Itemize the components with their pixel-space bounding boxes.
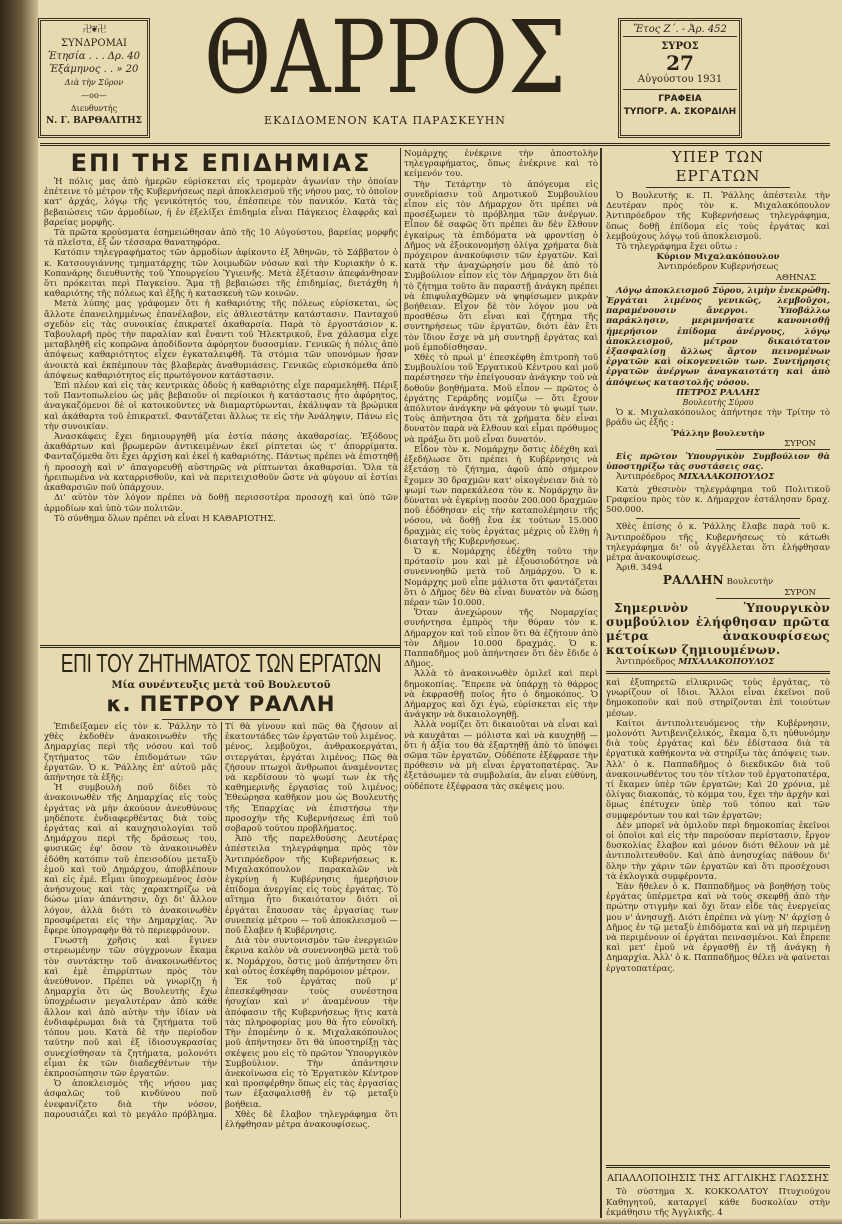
paragraph: Χθὲς ἐπίσης ὁ κ. Ῥάλλης ἔλαβε παρὰ τοῦ κ. Ἀντιπροέδρου τῆς Κυβερνήσεως τὸ κάτωθι τηλεγράφημα δι' οὗ ἀγγέλλεται ὅτι ἐλήφθησαν μέτρα ἀνακουφίσεως. [606, 522, 830, 563]
paragraph: Κατόπιν τηλεγραφήματος τῶν ἁρμοδίων ἀφίκοντο ἐξ Ἀθηνῶν, τὸ Σάββατον ὁ κ. Κατσουγιάννης τμηματάρχης τῶν λοιμωδῶν νόσων καὶ τὴν Κυριακὴν ὁ κ. Κοπανάρης διευθυντὴς τοῦ Ὑπουργείου Ὑγιεινῆς. Μετὰ ἐξέτασιν ἀπεφάνθησαν ὅτι πρόκειται περὶ Παγκείου. Ἅμα τῇ βεβαιώσει τῆς ἐπιδημίας, διετάχθη ἡ καθαριότης τῆς πόλεως καὶ ἐξῆς ἡ κατασκευὴ τῶν κοινῶν. [44, 248, 398, 300]
paragraph: Ἐπὶ πλέον καὶ εἰς τὰς κεντρικὰς ὁδοὺς ἡ καθαριότης εἶχε παραμεληθῆ. Πέριξ τοῦ Παντοπωλείου ὡς μᾶς βεβαιοῦν οἱ περίοικοι ἡ κατάστασις ἦτο ἀφόρητος, ἀναγκαζόμενοι δὲ οἱ κατοικοῦντες νὰ διαμαρτύρωνται, ἐκάλυψαν τὰ βρώμικα καὶ ἀκάθαρτα τοῦ ἐπικρατεῖ. Φαντάζεται ἄλλως τε εἰς τὴν Ἀνάληψιν, Πάνω εἰς τὴν συνοικίαν. [44, 381, 398, 432]
interviewee-name: κ. ΠΕΤΡΟΥ ΡΑΛΛΗ [106, 692, 336, 716]
workers-support-article [606, 148, 830, 667]
telegram-city: ΑΘΗΝΑΣ [716, 273, 830, 284]
paragraph: Καίτοι ἀντιπολιτευόμενος τὴν Κυβέρνησιν, μολονότι Ἀντιβενιζελικός, ἔκαμα ὅ,τι ηὐθυνόμην διὰ τοὺς ἐργάτας καὶ δὲν ἐδίστασα διὰ τὰ ἐργατικὰ καθήκοντα νὰ στηρίξω τὰς ἀπόψεις των. Ἀλλ' ὁ κ. Παππαδῆμος ὁ διεκδικῶν διὰ τοῦ ἀνακοινωθέντος του τὸν τίτλον τοῦ ἐργατοπατέρα, τί ἔκαμεν ὑπὲρ τῶν ἐργατῶν; Καὶ 20 χρόνια, μὲ ὀλίγας διακοπάς, τὸ κόμμα του, ἔχει τὴν ἀρχὴν καὶ ὅμως ἐπέτυχεν ὑπὲρ τοῦ τόπου καὶ τῶν συμφερόντων του καὶ τῶν ἐργατῶν; [606, 718, 830, 821]
epidemic-article [44, 149, 398, 524]
scan-edge [0, 1219, 842, 1224]
paragraph: Τὰ πρῶτα κρούσματα ἐσημειώθησαν ἀπὸ τῆς 10 Αὐγούστου, βαρείας μορφῆς τὰ πλεῖστα, ἐξ ὧν τέσσαρα θανατηφόρα. [44, 228, 398, 249]
meander-ornament: 卍❦卍 [82, 25, 106, 35]
subscription-note: Διὰ τὴν Σῦρον [64, 78, 124, 87]
paragraph: Δι' αὐτὸν τὸν λόγον πρέπει νὰ δοθῇ περισσοτέρα προσοχὴ καὶ ὑπὸ τῶν ἁρμοδίων καὶ ὑπὸ τῶν πολιτῶν. [44, 493, 398, 514]
reply-text: Εἰς πρῶτον Ὑπουργικὸν Συμβούλιον θὰ ὑποστηρίξω τὰς συστάσεις σας. [606, 452, 830, 473]
paragraph: Ἀλλὰ τὸ ἀνακοινωθὲν ὁμιλεῖ καὶ περὶ δημοκοπίας. Ἔπρεπε νὰ ὑπάρχῃ τὸ θάρρος νὰ ἐκφρασθῇ ποῖος ἦτο ὁ δημοκόπος. Ὁ Δήμαρχος καὶ ὄχι ἐγώ, εὑρίσκεται εἰς τὴν ἀνάγκην νὰ δικαιολογηθῇ. [404, 669, 598, 721]
paragraph: Ἐὰν ἤθελεν ὁ κ. Παππαδῆμος νὰ βοηθήσῃ τοὺς ἐργάτας ὑπέρμετρα καὶ νὰ τοὺς σκεφθῇ ἀπὸ τὴν πρώτην στιγμὴν καὶ ὄχι ὅταν εἶδε τὰς ἐνεργείας μου ν' ἀνησυχῇ. Διότι ἐπρέπει νὰ γίνῃ· Ν' ἀρχίσῃ ὁ Δῆμος ἐν τῷ μεταξὺ ἐπιδόματα καὶ νὰ μὴ περιμένῃ νὰ περιμένουν οἱ ἐργάται πεινασμένοι. Καὶ ἔπρεπε καὶ μετ' ἐμοῦ νὰ ἐργασθῇ ἐν τῇ ἀνάγκῃ ἡ Δημαρχία. Ἀλλ' ὁ κ. Παππαδῆμος θέλει νὰ φαίνεται ἐργατοπατέρας. [606, 881, 830, 974]
paragraph: Δὲν μπορεῖ νὰ ὁμιλοῦν περὶ δημοκοπίας ἐκεῖνοι οἱ ὁποῖοι καὶ εἰς τὴν παρούσαν περίστασιν, ἔργον δυσκολίας ἔλαβον καὶ μόνον διότι θέλουν νὰ μὲ ἀντιπολιτευθοῦν. Καὶ ἀπὸ ἀνησυχίας πάθουν δι' ὅλην τὴν χάριν τῶν ἐργατῶν καὶ ὅτι προσέχουσι τὰ ἐκλογικὰ συμφέροντα. [606, 820, 830, 882]
column-rule [400, 148, 401, 1218]
paragraph: Ἀπὸ τῆς παρελθούσης Δευτέρας ἀπέστειλα τηλεγράφημα πρὸς τὸν Ἀντιπρόεδρον τῆς Κυβερνήσεως κ. Μιχαλακόπουλον παρακαλῶν νὰ ἐγκρίνῃ ἡ Κυβέρνησις ἡμερήσιον ἐπίδομα ἀνεργίας εἰς τοὺς ἐργάτας. Τὸ αἴτημα ἦτο δικαιότατον διότι οἱ ἐργάται ἔπαυσαν τὰς ἐργασίας των συνεπείᾳ μέτρου — τοῦ ἀποκλεισμοῦ — ποῦ ἔλαβεν ἡ Κυβέρνησις. [225, 834, 398, 937]
paragraph: Ὅταν ἀνεχώρουν τῆς Νομαρχίας συνήντησα ἐμπρὸς τὴν θύραν τὸν κ. Δήμαρχον καὶ τοῦ εἶπον ὅτι θὰ ἐζήτουν ἀπὸ τὸν Δῆμον 10.000 δραχμάς. Ὁ κ. Παππαδῆμος μοῦ ἀπήντησεν ὅτι δὲν ἔδιδε ὁ Δῆμος. [404, 608, 598, 670]
workers-issue-subheading: Μία συνέντευξις μετὰ τοῦ Βουλευτοῦ [111, 680, 331, 691]
paragraph: Ὁ κ. Νομάρχης ἐδέχθη τοῦτο τὴν πρότασίν μου καὶ μὲ ἐξουσιοδότησε νὰ συνεννοηθῶ μετὰ τοῦ Δημάρχου. Ὁ κ. Νομάρχης μοῦ εἶπε μάλιστα ὅτι φαντάζεται ὅτι ὁ Δῆμος δὲν θὰ εἶναι δυνατὸν νὰ δώσῃ πέραν τῶν 10.000. [404, 546, 598, 608]
column-rule [600, 148, 602, 1218]
paragraph: Χθὲς δὲ ἔλαβον τηλεγράφημα ὅτι ἐλήφθησαν μέτρα ἀνακουφίσεως. [225, 1109, 398, 1130]
telegram-addressee-title: Ἀντιπρόεδρον Κυβερνήσεως [657, 262, 779, 273]
second-telegram-text: Σημερινὸν Ὑπουργικὸν συμβούλιον ἐλήφθησαν πρῶτα μέτρα ἀνακουφίσεως κατοίκων ζημιουμένων. [606, 600, 830, 657]
masthead-title: ΘΑΡΡΟΣ [203, 0, 567, 116]
divider [636, 518, 800, 519]
ad-number: 4 [717, 1207, 723, 1218]
paragraph: Ὁ κ. Μιχαλακόπουλος ἀπήντησε τὴν Τρίτην τὸ βράδυ ὡς ἑξῆς : [606, 408, 830, 429]
telegram-signer: ΠΕΤΡΟΣ ΡΑΛΛΗΣ [676, 387, 760, 398]
semiannual-price: Ἑξάμηνος . . » 20 [49, 64, 139, 75]
workers-support-headline: ΥΠΕΡ ΤΩΝ ΕΡΓΑΤΩΝ [646, 148, 790, 188]
section-rule [606, 1165, 830, 1168]
paragraph: Κατὰ χθεσινὸν τηλεγράφημα τοῦ Πολιτικοῦ Γραφείου πρὸς τὸν κ. Δήμαρχον ἐστάλησαν δραχ. 500.000. [606, 484, 830, 516]
divider [162, 719, 280, 720]
paragraph: καὶ ἐξυπηρετῶ εἰλικρινῶς τοὺς ἐργάτας, τὸ γνωρίζουν οἱ ἴδιοι. Ἄλλοι εἶναι ἐκεῖνοι ποῦ δημοκοποῦν καὶ ποῦ στηρίζονται ἐπὶ τοιούτων μέσων. [606, 677, 830, 719]
reply-city: ΣΥΡΟΝ [716, 439, 830, 450]
paragraph: Μετὰ λύπης μας γράφομεν ὅτι ἡ καθαριότης τῆς πόλεως εὑρίσκεται, ὡς ἄλλοτε ἐπανειλημμένως ἐπανέλαβον, εἰς ἀθλιεστάτην κατάστασιν. Πανταχοῦ σχεδὸν εἰς τὰς συνοικίας ἐπικρατεῖ ἀκαθαρσία. Παρὰ τὸ ἐργοστάσιον κ. Ταβουλαρῆ πρὸς τὴν παραλίαν καὶ ἔναντι τοῦ Ἠλεκτρικοῦ, ἕνα χάλασμα εἶχε μεταβληθῆ εἰς κοπρῶνα ἀποδίδοντα ἀφόρητον δυσοσμίαν. Γενικῶς ἡ πόλις ἀπὸ ἀπόψεως καθαριότητος εἶχεν ἐγκαταλειφθῆ. Τὰ στόμια τῶν υπονόμων ἦσαν ἀνοικτὰ καὶ ἐκπέμπουν τὰς βλαβερὰς ἀναθυμιάσεις. Γενικῶς εὑρισκόμεθα ἀπὸ ἀπόψεως καθαριότητος εἰς πρωτόγονον κατάστασιν. [44, 299, 398, 381]
paragraph: Χθὲς τὸ πρωὶ μ' ἐπεσκέφθη ἐπιτροπὴ τοῦ Συμβουλίου τοῦ Ἐργατικοῦ Κέντρου καὶ μοῦ παρέστησεν τὴν ἐπείγουσαν ἀνάγκην τοῦ νὰ δοθοῦν βοηθήματα. Μοῦ εἶπον — πρῶτος ὁ ἐργάτης Γεράρδης νομίζω — ὅτι ἔχουν ἀπόλυτον ἀνάγκην νὰ φάγουν τὸ ψωμί των. Τοὺς ἀπήντησα ὅτι τὰ χρήματα δὲν εἶναι δυνατὸν παρὰ νὰ ἔλθουν καὶ εἶμαι πρόθυμος νὰ πράξω ὅτι μοῦ εἶναι δυνατόν. [404, 353, 598, 445]
paragraph: Τὸ σύνθημα ὅλων πρέπει νὰ εἶναι Η ΚΑΘΑΡΙΟΤΗΣ. [54, 513, 276, 524]
reply-addressee: Ῥάλλην βουλευτὴν [671, 428, 765, 439]
issue-date: Αὐγούστου 1931 [623, 73, 737, 90]
printer-name: ΤΥΠΟΓΡ. Α. ΣΚΟΡΔΙΛΗ [623, 107, 737, 117]
section-rule [606, 671, 830, 674]
issue-city: ΣΥΡΟΣ [661, 41, 699, 52]
annual-price: Ἐτησία . . . Δρ. 40 [48, 51, 140, 62]
second-city: ΣΥΡΟΝ [716, 588, 830, 599]
paragraph: Ἡ συμβουλὴ ποῦ δίδει τὸ ἀνακοινωθὲν τῆς Δημαρχίας εἰς τοὺς ἐργάτας νὰ μὴν ἀκούουν ἀνευθύνους μηδέποτε ἐνδιαφερθέντας διὰ τοὺς ἐργάτας καὶ αἱ καυχησιολογίαι τοῦ Δημάρχου περὶ τῆς δράσεως του, φυσικῶς ἐφ' ὅσον τὸ ἀνακοινωθὲν ἐδόθη κατόπιν τοῦ ἐπεισοδίου μεταξὺ ἐμοῦ καὶ τοῦ Δημάρχου, ἀποβλέπουν καὶ εἰς ἐμέ. Εἶμαι ὑποχρεωμένος ἐσὸν ἀνήσυχους καὶ τὰς χαρακτηρίζω νὰ δώσω μίαν ἀπάντησιν, ὄχι δι' ἄλλον λόγον, ἀλλὰ διότι τὸ ἀνακοινωθὲν προσφέρεται εἰς τὴν Δημαρχίας. Ἂν ἔφερε ὑπογραφὴν θὰ τὸ περιεφρόνουν. [44, 783, 217, 937]
scan-edge [0, 0, 38, 1224]
middle-column [404, 149, 598, 792]
paragraph: Τὴν Τετάρτην τὸ ἀπόγευμα εἰς συνεδρίασιν τοῦ Δημοτικοῦ Συμβουλίου εἶπον εἰς τὸν Δήμαρχον ὅτι πρέπει νὰ προσέξωμεν τὸ πρόβλημα τῶν ἀνέργων. Εἶπον δὲ σαφῶς ὅτι πρέπει ἂν δὲν ἔλθουν ἐγκαίρως τὰ ἐπιδόματα νὰ φροντίσῃ ὁ Δῆμος νὰ ἐξοικονομήσῃ ὀλίγα χρήματα διὰ πρόχειρον ἀνακούφισιν τῶν ἐργατῶν. Καὶ κατὰ τὴν ἀναχώρησίν μου δὲ ἀπὸ τὸ Συμβούλιον εἶπον εἰς τὸν Δήμαρχον ὅτι διὰ τὸ ζήτημα τοῦτο ἂν παραστῇ ἀνάγκη πρέπει νὰ ἐπιφυλαχθῶμεν νὰ ψηφίσωμεν μικρὰν βοήθειαν. Εἶχον δὲ τὸν λόγον μου νὰ προσθέσω ὅτι εἶναι καὶ ζήτημα τῆς συντηρήσεως τῶν ἐργατῶν, διότι ἐὰν ἔτι τὸν ἴδιον ἔσχε νὰ μὴ συντηρῇ ἐργάτας καὶ μοῦ ἐμποδίσθησαν. [404, 179, 598, 353]
paragraph: Ἀλλὰ νομίζει ὅτι δικαιοῦται νὰ εἶναι καὶ νὰ καυχᾶται — μόλιστα καὶ νὰ καυχηθῇ — ὅτι ἡ ἀξία του θὰ ἐξαρτηθῇ ἀπὸ τὸ ὑπόψει σῶμα τῶν ἐργατῶν. Οὐδέποτε ἐξέφρασε τὴν πρόθεσιν νὰ μὴ εἶναι ἐργατοπατέρας. Ἂν ἐξετάσωμεν τὰ συμβολαία, ἂν εἶναι εὐθύνη, οὐδέποτε ἐξέφρασα τὰς σκέψεις μου. [404, 720, 598, 792]
issue-number: Ἔτος Ζ΄. - Ἀρ. 452 [623, 23, 737, 37]
telegram-text: Λόγῳ ἀποκλεισμοῦ Σύρου, λιμὴν ἐνεκρώθη. Ἐργάται λιμένος γενικῶς, λεμβοῦχοι, παραμένουσιν ἄνεργοι. Ὑποβάλλω παράκλησιν, μεριμνήσατε κανονισθῇ ἡμερήσιον ἐπίδομα ἀνέργους, λόγῳ ἀποκλεισμοῦ, μέτρον δικαιότατον ἐξασφαλίσῃ ἄλλως ἄρτον πεινομένων ἐργατῶν καὶ οἰκογενειῶν των. Συντήρησις ἐργατῶν ἀνέργων ἀναγκαιοτάτη καὶ ἀπὸ ἀπόψεως καταστολῆς νόσου. [606, 285, 830, 388]
director-label: Διευθυντής [70, 104, 118, 113]
ad-headline: ΑΠΑΛΛΟΠΟΙΗΣΙΣ ΤΗΣ ΑΓΓΛΙΚΗΣ ΓΛΩΣΣΗΣ [607, 1173, 829, 1185]
paragraph: μένος, λεμβοῦχοι, ἀνθρακοεργάται, σιτεργάται, ἐργάται λιμένος; Πῶς θὰ ζήσουν πτωχοὶ ἄνθρωποι ἀναμένοντες νὰ κερδίσουν τὸ ψωμί των ἐκ τῆς καθημερινῆς ἐργασίας τοῦ λιμένος; Ἐθεώρησα καθῆκον μου ὡς Βουλευτὴς τῆς Ἐπαρχίας νὰ ἐπιστήσω τὴν προσοχὴν τῆς Κυβερνήσεως ἐπὶ τοῦ σοβαροῦ τούτου προβλήματος. [225, 742, 398, 835]
paragraph: Ὁ Βουλευτὴς κ. Π. Ῥάλλης ἀπέστειλε τὴν Δευτέραν πρὸς τὸν κ. Μιχαλακόπουλον Ἀντιπρόεδρον τῆς Κυβερνήσεως τηλεγράφημα, ὅπως δοθῇ ἐπίδομα εἰς τοὺς ἐργάτας καὶ λεμβούχους λόγῳ τοῦ ἀποκλεισμοῦ. [606, 191, 830, 242]
paragraph: Ὁ ἀποκλεισμὸς τῆς νήσου μας ἀσφαλῶς τοῦ κινδύνου ποῦ ἐνεφανίζετο διὰ τὴν νόσον, παρουσιάζει καὶ τὸ μεγάλο πρόβλημα. Τί θὰ γίνουν καὶ πῶς θὰ ζήσουν αἱ ἑκατοντάδες τῶν ἐργατῶν τοῦ λιμένος. [44, 722, 398, 1120]
second-addressee-title: Βουλευτὴν [726, 577, 774, 588]
ad-text: Τὸ σύστημα Χ. ΚΟΚΚΟΛΑΤΟΥ Πτυχιούχου Καθηγητοῦ, καταργεῖ κάθε δυσκολίαν στὴν ἐκμάθησιν τῆς Ἀγγλικῆς. [606, 1187, 830, 1218]
issue-day: 27 [666, 51, 694, 75]
second-sign-title: Ἀντιπρόεδρος [616, 656, 676, 667]
separator: —oo— [81, 91, 107, 100]
reply-sign-title: Ἀντιπρόεδρος [616, 472, 676, 483]
paragraph: Εἶδον τὸν κ. Νομάρχην ὅστις ἐδέχθη καὶ ἐξεδήλωσε ὅτι πρέπει ἡ Κυβέρνησις νὰ ἐξετάσῃ τὸ ζήτημα, ἀφοῦ ἀπὸ σήμερον ἔχομεν 30 δραχμῶν κατ' οἰκογένειαν διὰ τὸ ψωμί των παρεκάλεσα τὸν κ. Νομάρχην ἂν δύναται νὰ ἐγκρίνῃ ποσὸν 200.000 δραχμῶν ποῦ ἐδόθησαν εἰς τὴν καταπολέμησιν τῆς νόσου, νὰ δοθῇ ἕνα ἐκ τούτων 15.000 δραχμὰς εἰς τοὺς ἐργάτας μέχρις οὗ ἔλθῃ ἡ διαταγὴ τῆς Κυβερνήσεως. [404, 444, 598, 547]
paragraph: Ἐκ τοῦ ἐργάτας ποῦ μ' ἐπεσκέφθησαν τοὺς συνέστησα ἡσυχίαν καὶ ν' ἀναμένουν τὴν ἀπόφασιν τῆς Κυβερνήσεως ἥτις κατὰ τὰς πληροφορίας μου θὰ ἦτο εὐνοϊκή. Τὴν ἑπομένην ὁ κ. Μιχαλακόπουλος μοῦ ἀπήντησεν ὅτι θὰ ὑποστηρίξῃ τὰς σκέψεις μου εἰς τὸ πρῶτον Ὑπουργικὸν Συμβούλιον. Τὴν ἀπάντησιν ἀνεκοίνωσα εἰς τὸ Ἐργατικὸν Κέντρον καὶ προσφέρθην ὅπως εἰς τὰς ἐργασίας των ἐξασφαλισθῇ ἐν τῷ μεταξὺ βοήθεια. [225, 977, 398, 1110]
paragraph: Ἐπιδείξαμεν εἰς τὸν κ. Ῥάλλην τὸ χθὲς ἐκδοθὲν ἀνακοινωθὲν τῆς Δημαρχίας περὶ τῆς νόσου καὶ τοῦ ζητήματος τῶν ἐπιδομάτων τῶν ἐργατῶν. Ὁ κ. Ῥάλλης ἐπ' αὐτοῦ μᾶς ἀπήντησε τὰ ἑξῆς: [44, 722, 217, 784]
issue-box [618, 18, 742, 138]
paragraph: Διὰ τὸν συντονισμὸν τῶν ἐνεργειῶν ἔκρινα καλὸν νὰ συνεννοηθῶ μετὰ τοῦ κ. Νομάρχου, ὅστις μοῦ ἀπήντησεν ὅτι καὶ οὗτος ἐσκέφθη παρόμοιον μέτρον. [225, 936, 398, 977]
epidemic-headline: ΕΠΙ ΤΗΣ ΕΠΙΔΗΜΙΑΣ [70, 149, 372, 177]
director-name: Ν. Γ. ΒΑΡΘΑΛΙΤΗΣ [45, 116, 143, 126]
paragraph: Τὸ τηλεγράφημα ἔχει οὕτω : [616, 242, 738, 253]
workers-issue-columns [44, 722, 398, 1130]
offices-label: ΓΡΑΦΕΙΑ [658, 94, 702, 104]
subscriptions-heading: ΣΥΝΔΡΟΜΑΙ [61, 38, 127, 49]
paragraph: Ἡ πόλις μας ἀπὸ ἡμερῶν εὑρίσκεται εἰς τρομερὰν ἀγωνίαν τὴν ὁποίαν ἐπέτεινε τὸ μέτρον τῆς Κυβερνήσεως περὶ ἀποκλεισμοῦ τῆς νήσου μας, τὸ ὁποῖον κατ' ἀρχάς, λόγῳ τῆς γενικότητός του, ἐπέσπειρε τὸν πανικόν. Κατὰ τὰς βεβαιώσεις τῶν ἁρμοδίων, ἡ ἐν ἐξελίξει ἐπιδημία εἶναι Πάγκειος ἐλαφρᾶς καὶ βαρείας μορφῆς. [44, 177, 398, 228]
paragraph: Νομάρχης ἐνέκρινε τὴν ἀποστολὴν τηλεγραφήματος, ὅπως ἐνέκρινε καὶ τὸ κείμενόν του. [404, 149, 598, 180]
telegram-addressee: Κύριον Μιχαλακόπουλον [656, 252, 780, 263]
second-addressee: ΡΑΛΛΗΝ [662, 573, 724, 588]
english-lessons-ad [606, 1161, 830, 1218]
paragraph: Ἀνασκάφεις ἔχει δημιουργηθῆ μία ἑστία πάσης ἀκαθαρσίας. Ἐξόδους ἀκαθάρτων καὶ βρωμερῶν ἀντικειμένων ἐκεῖ ρίπτεται ὡς τ' ἀπορρίματα. Φανταζόμεθα ὅτι ἔχει ἀρχίση καὶ ἐκεῖ ἡ καθαριότης. Πάντως πρέπει νὰ ἐπιστηθῇ ἡ προσοχὴ καὶ ν' ἀπαγορευθῇ αὐστηρῶς νὰ ρίπτωνται ἀκαθαρσίαι. Ὅλα τὰ ἠρειπωμένα νὰ καταρρισθοῦν, καὶ νὰ περιτειχισθοῦν ὥστε νὰ φύγουν αἱ ἑστίαι ἀκαθαρσιῶν ποῦ ὑπάρχουν. [44, 432, 398, 494]
right-column [606, 148, 830, 1218]
workers-issue-headline: ΕΠΙ ΤΟΥ ΖΗΤΗΜΑΤΟΣ ΤΩΝ ΕΡΓΑΤΩΝ [60, 650, 382, 679]
second-signer: ΜΙΧΑΛΑΚΟΠΟΥΛΟΣ [678, 656, 775, 667]
interview-continuation [606, 678, 830, 974]
paragraph: Γνωστὴ χρῆσις καὶ ἔγινεν στερεωμένην τῶν σύγχρονων ἔκαμα τὸν συντάκτην τοῦ ἀνακοινωθέντος καὶ ἐμὲ ἐπιρρίπτων πρὸς τὸν ἀνεύθυνον. Πρέπει νὰ γνωρίζῃ ἡ Δημαρχία ὅτι ὡς Βουλευτὴς ἔχω ὑποχρέωσιν μεγαλυτέραν ἀπὸ κάθε ἄλλον καὶ ἀπὸ αὐτὴν τὴν ἰδίαν νὰ ἐνδιαφέρωμαι διὰ τὰ ζητήματα τοῦ τόπου μου. Κατὰ δὲ τὴν περίοδον ταύτην ποῦ καὶ ἐξ ἰδιοσυγκρασίας συνεχίσθησαν τὰ ζητήματα, μολονότι εἶμαι ἐκ τῶν διαδεχθέντων τὴν ἐκπροσώπησιν τῶν ἐργατῶν. [44, 936, 217, 1079]
subscriptions-box [38, 18, 150, 138]
workers-issue-header [42, 651, 400, 722]
signer-title: Βουλευτὴς Σύρου [682, 398, 754, 408]
reply-signer: ΜΙΧΑΛΑΚΟΠΟΥΛΟΣ [678, 472, 775, 483]
telegram-number: Ἀριθ. 3494 [616, 563, 663, 574]
masthead-subtitle: ΕΚΔΙΔΟΜΕΝΟΝ ΚΑΤΑ ΠΑΡΑΣΚΕΥΗΝ [264, 114, 506, 127]
header-rule [40, 143, 830, 146]
